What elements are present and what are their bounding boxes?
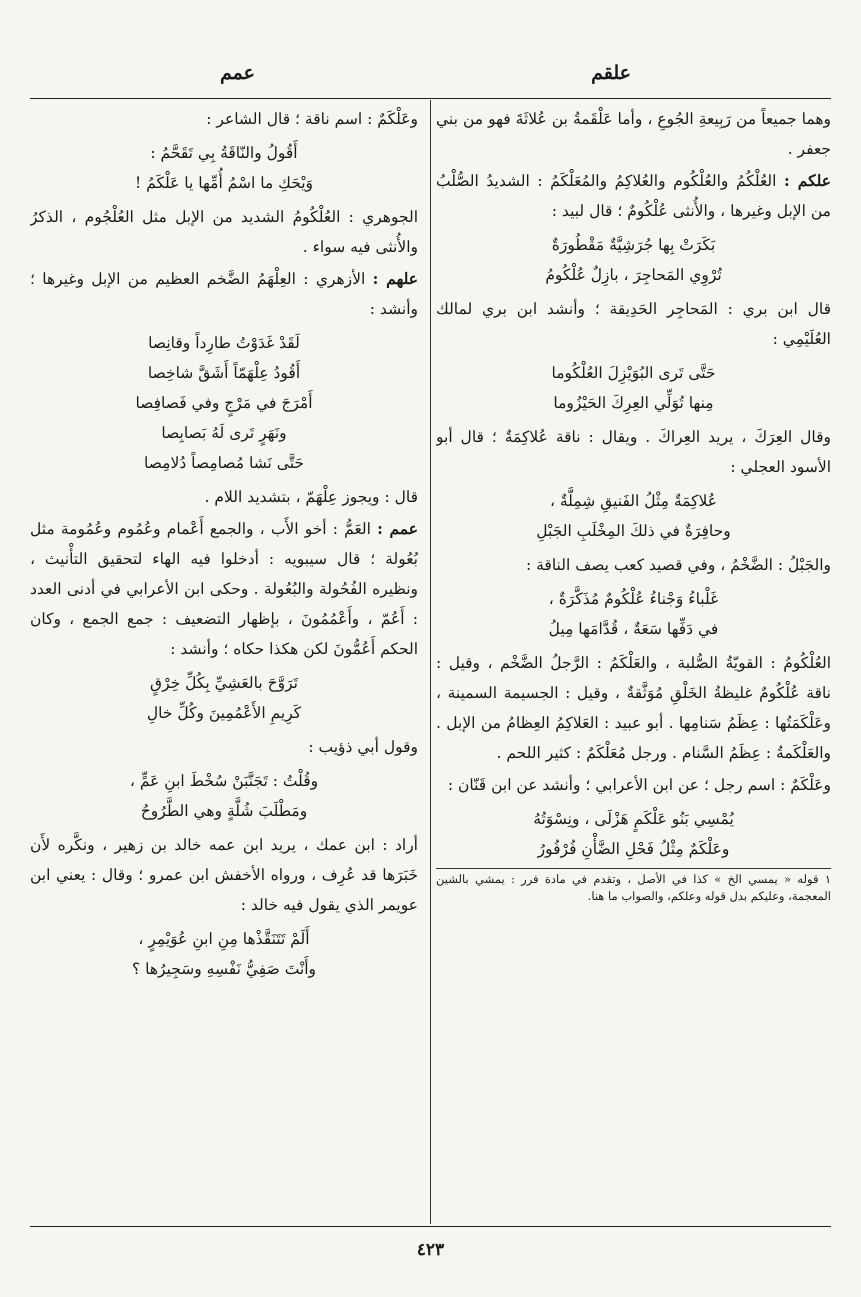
header-left-title: عمم [220,62,255,84]
header-rule [30,98,831,99]
verse-line: كَرِيمِ الأَعْمُمِينَ وكُلِّ خالِ [146,704,302,722]
verse-line: تُرْوِي المَحاجِرَ ، بازِلٌ عُلْكُومُ [545,266,722,284]
verse-line: أَقُولُ والنّاقَةُ بِي تَقَحَّمُ : [150,144,298,162]
paragraph [436,294,831,354]
paragraph-text: والجَبْلُ : الضَّخْمُ ، وفي قصيد كعب يصف الناقة : [525,556,831,574]
paragraph [436,648,831,768]
verse-line: لَقَدْ غَدَوْتُ طارِداً وقانِصا [148,334,300,352]
paragraph [30,482,418,512]
verse [30,328,418,478]
paragraph-text: وقال العِرَكَ ، يريد العِراكَ . ويقال : ناقة عُلاكِمَةٌ ؛ قال أبو الأسود العجلي : [436,428,831,476]
verse-line: حَتَّى تَرى البُوَيْزِلَ العُلْكُوما [551,364,716,382]
entry-headword: عمم : [377,519,418,538]
paragraph [30,264,418,324]
paragraph-text: وعَلْكَمٌ : اسم ناقة ؛ قال الشاعر : [206,110,418,128]
paragraph-text: الأزهري : العِلْهَمُ الضَّخم العظيم من الإبل وغيرها ؛ وأنشد : [30,270,418,318]
paragraph [436,422,831,482]
header-right-title: علقم [591,62,631,84]
entry-headword: علهم : [372,269,418,288]
paragraph-text: العُلْكُومُ : القويّةُ الصُّلبة ، والعَلْكَمُ : الرَّجلُ الضَّخْم ، وقيل : ناقة عُلْكُومٌ غليظةُ الخَلْقِ مُوَثَّقةٌ ، وقيل : الجسيمة السمينة ، وعَلْكَمَتُها : عِظَمُ سَنامِها . أبو عبيد : العَلاكِمُ العِظامُ من الإبل . والعَلْكَمةُ : عِظَمُ السَّنام . ورجل مُعَلْكَمٌ : كثير اللحم . [436,654,831,762]
paragraph-text: وعَلْكَمٌ : اسم رجل ؛ عن ابن الأعرابي ؛ وأنشد عن ابن قَنّان : [447,776,831,794]
verse-line: حَتَّى نَشا مُصامِصاً دُلامِصا [144,454,304,472]
verse-line: وأَنْتَ صَفِيُّ نَفْسِهِ وسَجِيرُها ؟ [131,960,317,978]
paragraph [436,166,831,226]
verse-line: أَمْرَجَ في مَرْجٍ وفي فَصافِصا [135,394,313,412]
verse [436,804,831,864]
verse [436,486,831,546]
verse-line: وعَلْكَمٌ مِثْلُ فَحْلِ الضَّأْنِ فُرْفُورُ [537,840,730,858]
entry-headword: علكم : [784,171,831,190]
verse-line: ومَطْلَبَ شُلَّةٍ وهي الطَّرُوحُ [140,802,308,820]
paragraph [436,104,831,164]
verse [436,584,831,644]
verse-line: يُمْسِي بَنُو عَلْكَمٍ هَزْلَى ، ونِسْوَتُهُ [533,810,734,828]
verse-line: أَلَمْ تَتَنَقَّذْها مِنِ ابنِ عُوَيْمِرٍ ، [138,930,310,948]
paragraph [436,550,831,580]
verse-line: مِنها تُوَلِّي العِرِكَ الحَيْزُوما [553,394,714,412]
footer-rule [30,1226,831,1227]
verse-line: وَيْحَكِ ما اسْمُ أُمِّها يا عَلْكَمُ ! [134,174,314,192]
verse [436,230,831,290]
verse [30,766,418,826]
paragraph [30,104,418,134]
paragraph-text: قال : ويجوز عِلْهَمّ ، بتشديد اللام . [204,488,418,506]
verse-line: بَكَرَتْ بِها جُرَشِيَّةٌ مَقْطُورَةٌ [551,236,716,254]
verse-line: تَرَوَّحَ بالعَشِيِّ بِكُلِّ خِرْقٍ [150,674,298,692]
verse-line: أَقُودُ عِلْهَمّاً أَشَقَّ شاخِصا [147,364,301,382]
paragraph [30,202,418,262]
paragraph [30,732,418,762]
paragraph-text: وهما جميعاً من رَبِيعةِ الجُوعِ ، وأما عَلْقَمةُ بن عُلاثَةَ فهو من بني جعفر . [436,110,831,158]
paragraph [30,830,418,920]
verse [436,358,831,418]
column-divider [430,100,431,1224]
verse-line: غَلْباءُ وَجْناءُ عُلْكُومٌ مُذَكَّرَةٌ ، [548,590,719,608]
paragraph-text: وقول أبي ذؤيب : [308,738,418,756]
paragraph [30,514,418,664]
right-column [436,104,831,1219]
verse [30,138,418,198]
page-number: ٤٢٣ [416,1240,445,1260]
paragraph [436,770,831,800]
verse-line: ونَهَرٍ تَرى لَهُ بَصابِصا [161,424,287,442]
paragraph-text: العَمُّ : أخو الأَب ، والجمع أَعْمام وعُمُوم وعُمُومة مثل بُعُولة ؛ قال سيبويه : أدخلوا فيه الهاء لتحقيق التأْنيث ، ونظيره الفُحُولة والبُعُولة . وحكى ابن الأعرابي في أدنى العدد : أَعُمّ ، وأَعْمُمُونَ ، بإظهار التضعيف : جمع الجمع ، وكان الحكم أَعُمُّونَ لكن هكذا حكاه ؛ وأنشد : [30,520,418,658]
paragraph-text: العُلْكُمُ والعُلْكُوم والعُلاكِمُ والمُعَلْكَمُ : الشديدُ الصُّلْبُ من الإبل وغيرها ، والأُنثى عُلْكُومٌ ؛ قال لبيد : [436,172,831,220]
verse-line: وقُلْتُ : تَجَنَّبَنْ سُخْطَ ابنِ عَمٍّ ، [129,772,319,790]
paragraph-text: قال ابن بري : المَحاجِر الحَدِيقة ؛ وأنشد ابن بري لمالك العُلَيْمِي : [436,300,831,348]
verse-line: وحافِرَةٌ في ذلكَ المِخْلَبِ الجَبْلِ [536,522,731,540]
verse [30,924,418,984]
left-column [30,104,418,1219]
paragraph-text: أراد : ابن عمك ، يريد ابن عمه خالد بن زهير ، ونكَّره لأَن خَبَرَها قد عُرِف ، ورواه الأخفش ابن عمرو ؛ وقال : يعني ابن عويمر الذي يقول فيه خالد : [30,836,418,914]
verse-line: في دَفِّها سَعَةٌ ، قُدَّامَها مِيلُ [548,620,719,638]
verse [30,668,418,728]
page-header [30,58,831,98]
footnote: ١ قوله « يمسي الخ » كذا في الأصل ، وتقدم في مادة فرر : يمشي بالشين المعجمة، وعليكم بدل قوله وعلكم، والصواب ما هنا. [436,872,831,903]
footnote-rule [436,868,831,869]
paragraph-text: الجوهري : العُلْكُومُ الشديد من الإبل مثل العُلْجُوم ، الذكرُ والأُنثى فيه سواء . [30,208,418,256]
verse-line: عُلاكِمَةٌ مِثْلُ الفَنيقِ شِمِلَّةٌ ، [549,492,718,510]
